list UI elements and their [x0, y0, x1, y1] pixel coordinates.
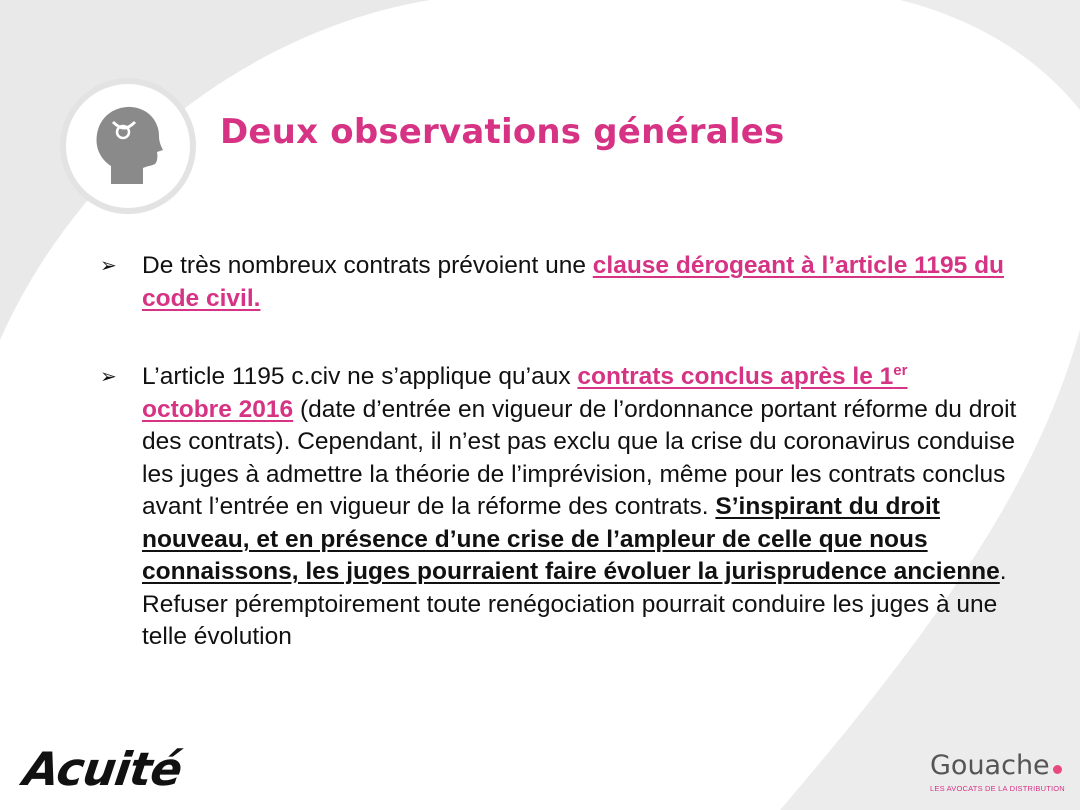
bullet-text: De très nombreux contrats prévoient une	[142, 252, 593, 279]
gouache-logo-name: Gouache	[930, 750, 1050, 781]
contracts-date-link-text-2: octobre 2016	[142, 395, 294, 423]
bullet-item	[100, 361, 1020, 654]
gouache-logo-dot	[1053, 765, 1062, 774]
gouache-logo-tagline: LES AVOCATS DE LA DISTRIBUTION	[930, 784, 1065, 793]
bullet-arrow-icon: ➢	[100, 255, 117, 277]
acuite-logo: Acuité	[20, 742, 185, 796]
article-1195-link[interactable]: clause dérogeant à l’article 1195 du code civil.	[142, 252, 1005, 312]
gouache-logo	[930, 750, 1065, 793]
superscript-er: er	[893, 361, 908, 379]
bullet-item	[100, 250, 1020, 315]
bullet-text: L’article 1195 c.civ ne s’applique qu’aux	[142, 363, 578, 390]
emphasis-text: S’inspirant du droit nouveau, et en présence d’une crise de l’ampleur de celle que nous connaissons, les juges pourraient faire évoluer la jurisprudence ancienne	[142, 493, 1000, 585]
slide-title: Deux observations générales	[220, 112, 785, 152]
bullet-text: (date d’entrée en vigueur de l’ordonnance portant réforme du droit des contrats). Cependant, il n’est pas exclu que la crise du coronavirus conduise les juges à admettre la théorie de l’imprévision, même pour les contrats conclus avant l’entrée en vigueur de la réforme des contrats.	[142, 395, 1017, 520]
contracts-date-link-text: contrats conclus après le 1	[577, 363, 894, 390]
head-profile-icon	[66, 84, 190, 208]
bullet-text: . Refuser péremptoirement toute renégociation pourrait conduire les juges à une telle évolution	[142, 558, 1007, 650]
bullet-arrow-icon: ➢	[100, 366, 117, 388]
bullet-list	[100, 250, 1020, 654]
